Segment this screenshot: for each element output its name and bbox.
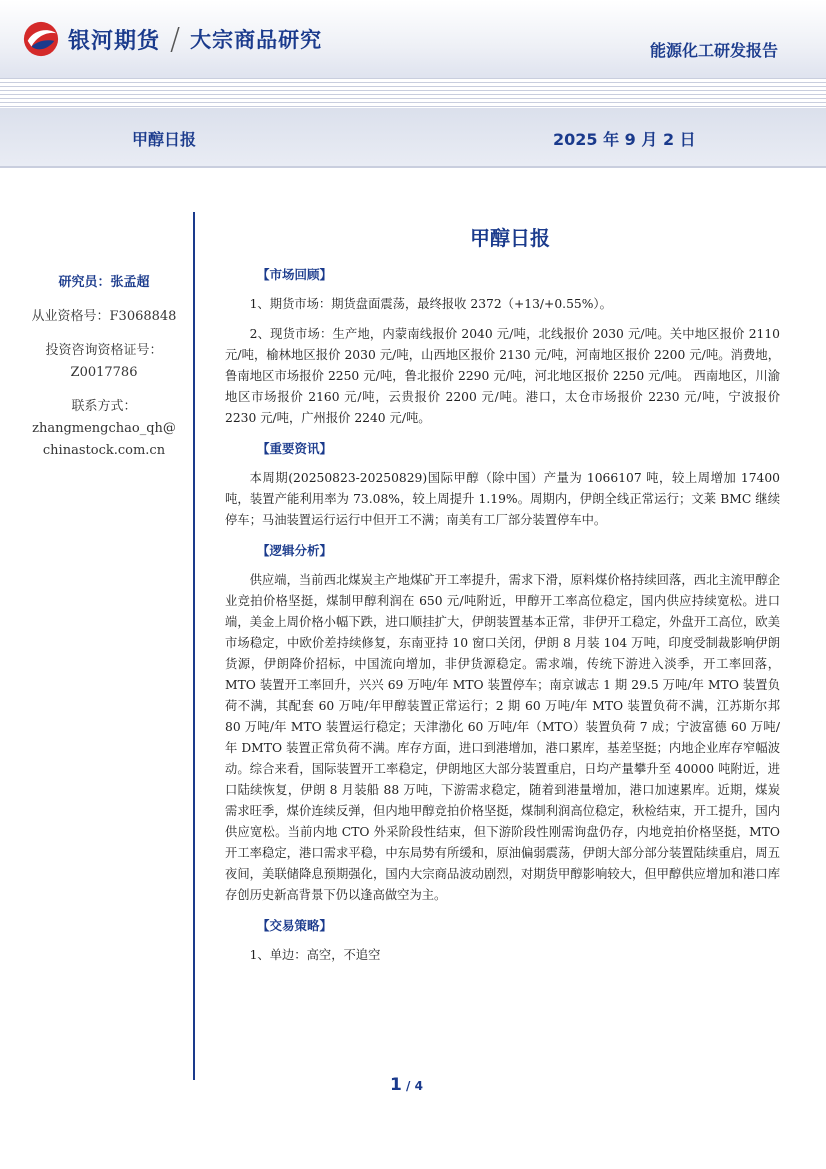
sidebar-divider [193,212,195,1080]
paragraph-news: 本周期(20250823-20250829)国际甲醇（除中国）产量为 1066107 吨，较上周增加 17400 吨，装置产能利用率为 73.08%，较上周提升 1.19%。周期内，伊朗全线正常运行；文莱 BMC 继续停车；马油装置运行运行中但开工不满；南美有工厂部分装置停车中。 [225,471,780,527]
section-heading-market: 【市场回顾】 [257,267,333,282]
paragraph-strategy: 1、单边：高空，不追空 [249,948,381,962]
band-title: 甲醇日报 [132,130,197,149]
header-band [0,108,826,166]
division-name: 大宗商品研究 [190,28,323,52]
consult-label: 投资咨询资格证号： [45,343,163,358]
paragraph-futures: 1、期货市场：期货盘面震荡，最终报收 2372（+13/+0.55%）。 [249,297,612,311]
contact-label: 联系方式： [71,399,137,414]
researcher-name: 研究员：张孟超 [58,275,150,290]
author-sidebar [24,272,184,462]
header-divider [0,166,826,168]
section-heading-analysis: 【逻辑分析】 [257,543,333,558]
report-date: 2025 年 9 月 2 日 [553,130,696,149]
brand-name: 银河期货 [68,28,161,54]
contact-email-line1: zhangmengchao_qh@ [32,421,176,436]
consult-number: Z0017786 [70,365,138,380]
page-number [390,1075,423,1095]
paragraph-analysis: 供应端，当前西北煤炭主产地煤矿开工率提升，需求下滑，原料煤价格持续回落，西北主流甲醇企业竞拍价格坚挺，煤制甲醇利润在 650 元/吨附近，甲醇开工率高位稳定，国内供应持续宽松。进口端，美金上周价格小幅下跌，进口顺挂扩大，伊朗装置基本正常，非伊开工稳定，外盘开工高位，欧美市场稳定，中欧价差持续修复，东南亚持 10 窗口关闭，伊朗 8 月装 104 万吨，印度受制裁影响伊朗货源，伊朗降价招标，中国流向增加，非伊货源稳定。需求端，传统下游进入淡季，开工率回落，MTO 装置开工率回升，兴兴 69 万吨/年 MTO 装置停车；南京诚志 1 期 29.5 万吨/年 MTO 装置负荷不满，其配套 60 万吨/年甲醇装置正常运行；2 期 60 万吨/年 MTO 装置负荷不满，江苏斯尔邦 80 万吨/年 MTO 装置运行稳定；天津渤化 60 万吨/年（MTO）装置负荷 7 成；宁波富德 60 万吨/年 DMTO 装置正常负荷不满。库存方面，进口到港增加，港口累库，基差坚挺；内地企业库存窄幅波动。综合来看，国际装置开工率稳定，伊朗地区大部分装置重启，日均产量攀升至 40000 吨附近，进口陆续恢复，伊朗 8 月装船 88 万吨，下游需求稳定，随着到港量增加，港口加速累库。近期，煤炭需求旺季，煤价连续反弹，但内地甲醇竞拍价格坚挺，煤制利润高位稳定，秋检结束，开工提升，国内供应宽松。当前内地 CTO 外采阶段性结束，但下游阶段性刚需询盘仍存，内地竞拍价格坚挺，MTO 开工率稳定，港口需求平稳，中东局势有所缓和，原油偏弱震荡，伊朗大部分部分装置陆续重启，周五夜间，美联储降息预期强化，国内大宗商品波动剧烈，对期货甲醇影响较大，但甲醇供应增加和港口库存创历史新高背景下仍以逢高做空为主。 [225,573,780,902]
section-heading-strategy: 【交易策略】 [257,918,333,933]
brand-slash: / [170,21,181,57]
section-heading-news: 【重要资讯】 [257,441,333,456]
report-body [225,264,780,975]
qualification-number: 从业资格号：F3068848 [31,309,177,324]
header-stripe [0,78,826,108]
contact-email-line2: chinastock.com.cn [42,443,166,458]
report-type: 能源化工研发报告 [649,41,778,60]
company-logo [22,20,322,58]
page-total: 4 [414,1079,423,1093]
page-separator: / [401,1079,415,1093]
paragraph-spot: 2、现货市场：生产地，内蒙南线报价 2040 元/吨，北线报价 2030 元/吨。关中地区报价 2110 元/吨，榆林地区报价 2030 元/吨，山西地区报价 2130 元/吨，河南地区报价 2200 元/吨。消费地，鲁南地区市场报价 2250 元/吨，鲁北报价 2290 元/吨，河北地区报价 2250 元/吨。 西南地区，川渝地区市场报价 2160 元/吨，云贵报价 2200 元/吨。港口，太仓市场报价 2230 元/吨，宁波报价 2230 元/吨，广州报价 2240 元/吨。 [225,327,780,425]
galaxy-logo-icon [22,20,60,58]
report-title: 甲醇日报 [470,226,550,250]
page-current: 1 [390,1075,402,1095]
